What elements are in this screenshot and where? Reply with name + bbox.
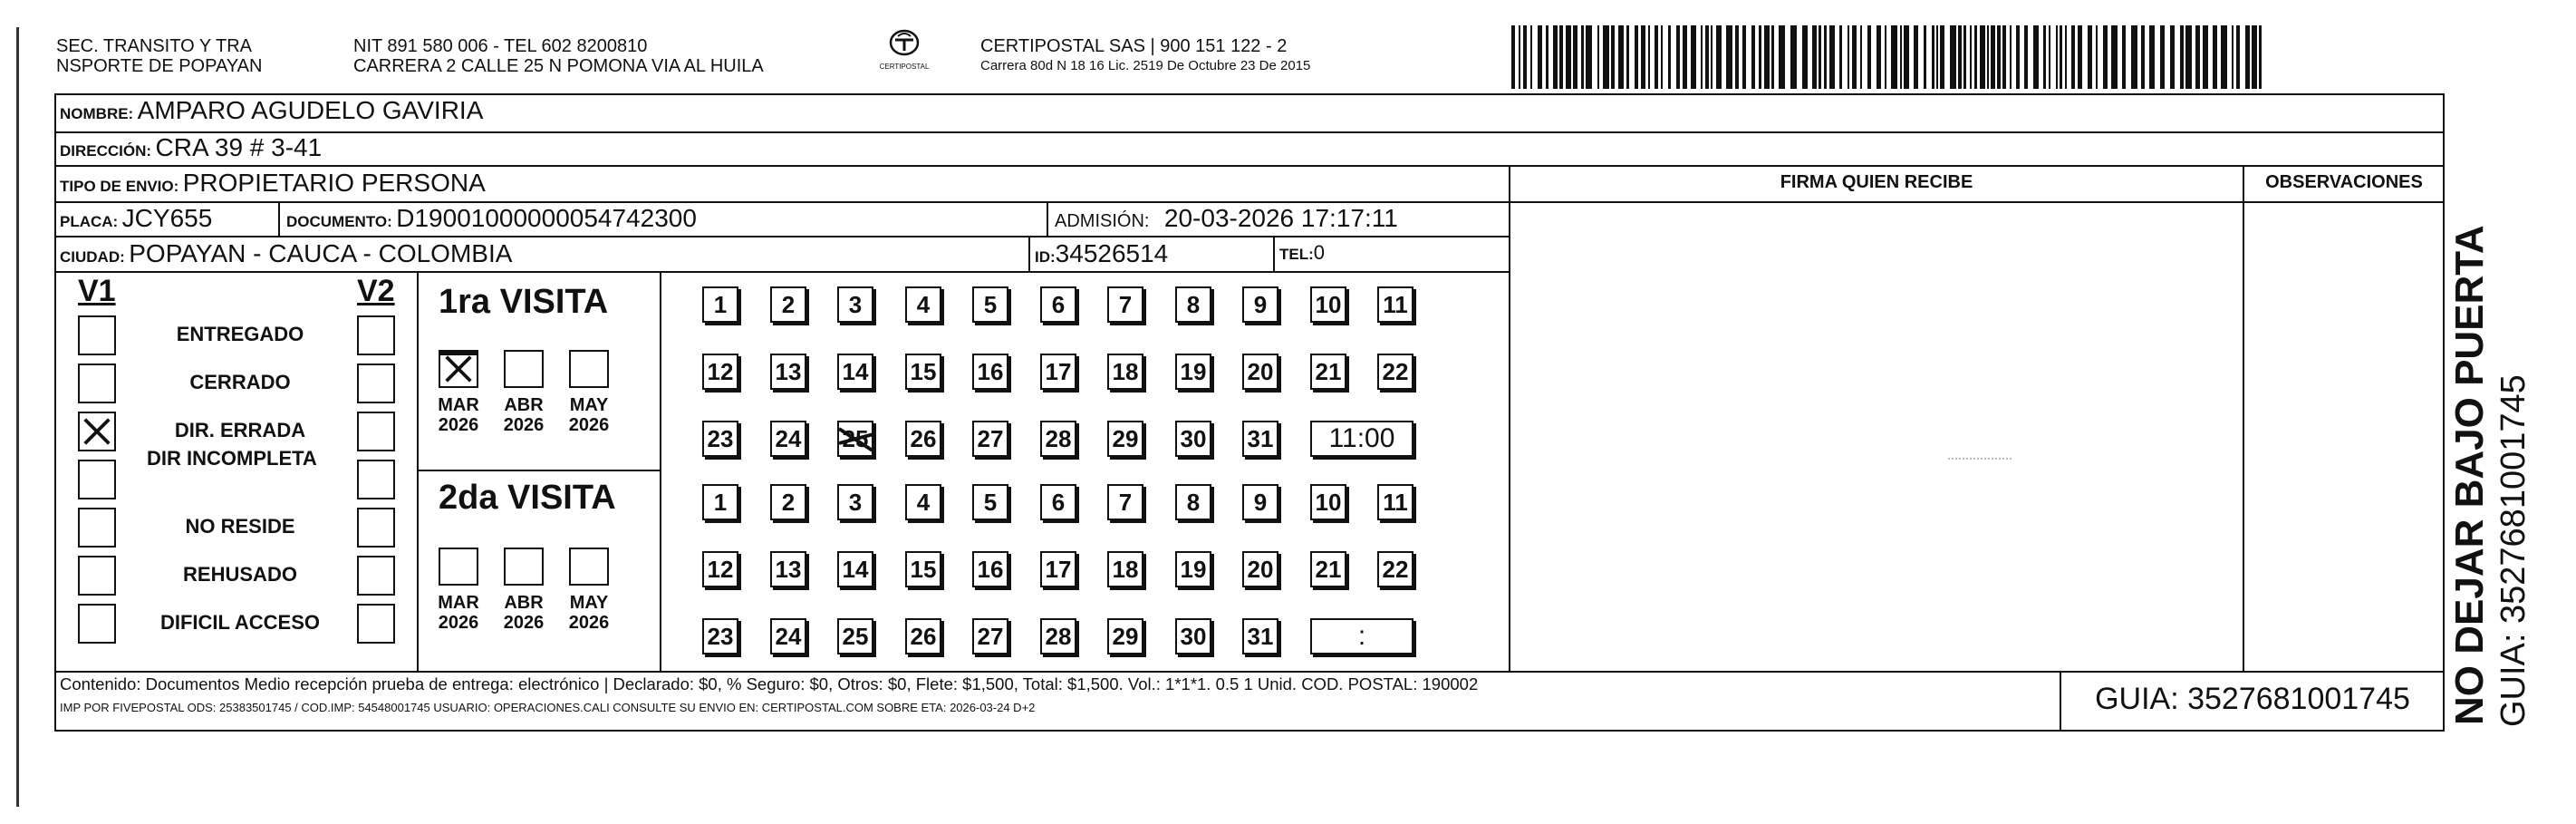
carrier-line-1: CERTIPOSTAL SAS | 900 151 122 - 2 — [980, 36, 1288, 56]
visit2-day-box[interactable]: 6 — [1040, 484, 1076, 520]
visit2-day-box[interactable]: 22 — [1377, 551, 1413, 587]
visit-divider — [417, 470, 661, 471]
visit1-day-box[interactable]: 10 — [1310, 286, 1346, 323]
col-firma-left — [1509, 165, 1510, 671]
rule-5 — [54, 271, 1509, 273]
documento-row — [286, 204, 697, 233]
visit2-day-box[interactable]: 4 — [905, 484, 941, 520]
v1-checkbox[interactable] — [78, 460, 116, 499]
sender-line-1: SEC. TRANSITO Y TRA — [56, 36, 252, 56]
visit1-day-box[interactable]: 20 — [1242, 354, 1278, 390]
visit1-month-checkbox[interactable] — [504, 350, 544, 388]
firma-header: FIRMA QUIEN RECIBE — [1780, 172, 1973, 192]
visit2-day-box[interactable]: 15 — [905, 551, 941, 587]
nombre-value: AMPARO AGUDELO GAVIRIA — [137, 96, 484, 124]
visit1-day-box[interactable]: 21 — [1310, 354, 1346, 390]
rule-4 — [54, 236, 1509, 238]
visit1-day-box[interactable]: 28 — [1040, 421, 1076, 457]
visit2-day-box[interactable]: 25 — [837, 618, 873, 654]
logo-icon — [886, 27, 922, 58]
visit1-day-box[interactable]: 1 — [702, 286, 738, 323]
carrier-block — [980, 36, 1310, 76]
col-tel-left — [1273, 236, 1275, 271]
visit2-day-box[interactable]: 1 — [702, 484, 738, 520]
visit1-day-box[interactable]: 12 — [702, 354, 738, 390]
admision-row — [1055, 204, 1398, 233]
direccion-row — [60, 133, 322, 162]
documento-value: D19001000000054742300 — [396, 204, 697, 232]
visit1-day-box[interactable]: 3 — [837, 286, 873, 323]
admision-value: 20-03-2026 17:17:11 — [1163, 204, 1398, 232]
tel-value: 0 — [1313, 241, 1326, 264]
sender-block — [56, 36, 262, 76]
visit2-day-box[interactable]: 7 — [1107, 484, 1143, 520]
carrier-line-2: Carrera 80d N 18 16 Lic. 2519 De Octubre 23 De 2015 — [980, 58, 1311, 73]
visit2-day-box[interactable]: 3 — [837, 484, 873, 520]
visit2-day-box[interactable]: 30 — [1175, 618, 1211, 654]
firma-smudge — [1948, 458, 2012, 461]
v2-label: V2 — [357, 274, 395, 308]
col-documento-left — [278, 201, 280, 236]
visit1-day-box[interactable]: 9 — [1242, 286, 1278, 323]
margin-line — [16, 27, 19, 807]
visit2-day-box[interactable]: 29 — [1107, 618, 1143, 654]
status-label: REHUSADO — [183, 563, 297, 586]
v2-checkbox[interactable] — [357, 364, 395, 403]
tipo-envio-label: TIPO DE ENVIO: — [60, 178, 179, 195]
visit1-month-label: MAY 2026 — [568, 395, 610, 435]
v1-checkbox[interactable] — [78, 556, 116, 596]
visit1-day-box[interactable]: 17 — [1040, 354, 1076, 390]
visit2-day-box[interactable]: 26 — [905, 618, 941, 654]
v2-checkbox[interactable] — [357, 412, 395, 451]
visit2-month-checkbox[interactable] — [439, 548, 478, 586]
visit2-day-box[interactable]: 21 — [1310, 551, 1346, 587]
id-label: ID: — [1035, 248, 1056, 266]
placa-row — [60, 204, 212, 233]
rule-2 — [54, 165, 2445, 167]
visit2-day-box[interactable]: 2 — [770, 484, 806, 520]
visit1-day-box[interactable]: 15 — [905, 354, 941, 390]
status-label: DIFICIL ACCESO — [159, 611, 320, 634]
visit2-day-box[interactable]: 24 — [770, 618, 806, 654]
visit2-day-box[interactable]: 19 — [1175, 551, 1211, 587]
tipo-envio-row — [60, 169, 486, 198]
barcode-icon — [1511, 25, 2263, 89]
nombre-row — [60, 96, 483, 125]
visit2-title: 2da VISITA — [439, 479, 616, 517]
visit1-day-box[interactable]: 25 — [837, 421, 873, 457]
status-label: CERRADO — [189, 371, 291, 393]
status-label: DIR INCOMPLETA — [147, 447, 317, 470]
visit2-day-box[interactable]: 14 — [837, 551, 873, 587]
sender-address-block — [353, 36, 764, 76]
visit2-day-box[interactable]: 27 — [972, 618, 1008, 654]
visit2-day-box[interactable]: 11 — [1377, 484, 1413, 520]
certipostal-logo — [868, 27, 941, 82]
rule-1 — [54, 131, 2445, 133]
visit1-day-box[interactable]: 29 — [1107, 421, 1143, 457]
visit1-day-box[interactable]: 22 — [1377, 354, 1413, 390]
status-label: ENTREGADO — [176, 323, 304, 345]
visit1-day-box[interactable]: 27 — [972, 421, 1008, 457]
visit2-day-box[interactable]: 9 — [1242, 484, 1278, 520]
v2-checkbox[interactable] — [357, 556, 395, 596]
direccion-label: DIRECCIÓN: — [60, 142, 152, 160]
v1-checkbox[interactable] — [78, 315, 116, 355]
visit1-month-label: ABR 2026 — [503, 395, 545, 435]
status-label: DIR. ERRADA — [174, 419, 306, 441]
visit1-day-box[interactable]: 13 — [770, 354, 806, 390]
visit2-day-box[interactable]: 12 — [702, 551, 738, 587]
rule-6 — [54, 671, 2445, 673]
visit2-day-box[interactable]: 18 — [1107, 551, 1143, 587]
col-admision-left — [1047, 201, 1048, 236]
sender-line-2: NSPORTE DE POPAYAN — [56, 56, 263, 76]
visit2-day-box[interactable]: 8 — [1175, 484, 1211, 520]
ciudad-value: POPAYAN - CAUCA - COLOMBIA — [129, 239, 513, 267]
visit2-time-box[interactable]: : — [1310, 618, 1413, 654]
tel-row — [1279, 241, 1325, 265]
visit1-day-box[interactable]: 6 — [1040, 286, 1076, 323]
v2-checkbox[interactable] — [357, 315, 395, 355]
visit1-month-label: MAR 2026 — [438, 395, 479, 435]
observaciones-header: OBSERVACIONES — [2265, 172, 2423, 192]
id-value: 34526514 — [1055, 239, 1169, 267]
v1-label: V1 — [78, 274, 116, 308]
direccion-value: CRA 39 # 3-41 — [155, 133, 323, 161]
visit1-day-box[interactable]: 14 — [837, 354, 873, 390]
visit1-day-box[interactable]: 2 — [770, 286, 806, 323]
visit1-day-box[interactable]: 26 — [905, 421, 941, 457]
visit1-day-box[interactable]: 23 — [702, 421, 738, 457]
placa-label: PLACA: — [60, 213, 119, 230]
admision-label: ADMISIÓN: — [1055, 211, 1150, 231]
visit1-time-box[interactable]: 11:00 — [1310, 421, 1413, 457]
visit1-day-box[interactable]: 5 — [972, 286, 1008, 323]
v1-checkbox[interactable] — [78, 364, 116, 403]
logo-text: CERTIPOSTAL — [879, 63, 930, 71]
visit1-month-checkbox[interactable] — [439, 350, 478, 388]
v1-checkbox[interactable] — [78, 604, 116, 644]
placa-value: JCY655 — [121, 204, 213, 232]
status-label: NO RESIDE — [185, 515, 295, 538]
ciudad-label: CIUDAD: — [60, 248, 125, 266]
visit2-month-label: ABR 2026 — [503, 593, 545, 633]
documento-label: DOCUMENTO: — [286, 213, 392, 230]
visit2-day-box[interactable]: 17 — [1040, 551, 1076, 587]
visit1-day-box[interactable]: 11 — [1377, 286, 1413, 323]
imp-line: IMP POR FIVEPOSTAL ODS: 25383501745 / COD.IMP: 54548001745 USUARIO: OPERACIONES.CALI CONSULTE SU ENVIO EN: CERTIPOSTAL.COM SOBRE ETA: 2026-03-24 D+2 — [60, 701, 1036, 714]
nombre-label: NOMBRE: — [60, 105, 134, 122]
visit1-day-box[interactable]: 7 — [1107, 286, 1143, 323]
visit1-day-box[interactable]: 24 — [770, 421, 806, 457]
tipo-envio-value: PROPIETARIO PERSONA — [182, 169, 486, 197]
guia-footer: GUIA: 3527681001745 — [2095, 682, 2410, 716]
visit1-day-box[interactable]: 8 — [1175, 286, 1211, 323]
visit2-month-checkbox[interactable] — [569, 548, 609, 586]
visit2-month-label: MAR 2026 — [438, 593, 479, 633]
visit1-day-box[interactable]: 18 — [1107, 354, 1143, 390]
visit1-day-box[interactable]: 30 — [1175, 421, 1211, 457]
v2-checkbox[interactable] — [357, 508, 395, 548]
nit-line: NIT 891 580 006 - TEL 602 8200810 — [353, 36, 648, 56]
visit2-day-box[interactable]: 23 — [702, 618, 738, 654]
visit1-day-box[interactable]: 16 — [972, 354, 1008, 390]
visit2-day-box[interactable]: 10 — [1310, 484, 1346, 520]
rule-3 — [54, 201, 2445, 203]
visit1-month-checkbox[interactable] — [569, 350, 609, 388]
address-line: CARRERA 2 CALLE 25 N POMONA VIA AL HUILA — [353, 56, 764, 76]
id-row — [1035, 239, 1168, 268]
side-guia: GUIA: 3527681001745 — [2494, 374, 2533, 727]
visit2-day-box[interactable]: 13 — [770, 551, 806, 587]
v1-checkbox[interactable] — [78, 508, 116, 548]
visit1-title: 1ra VISITA — [439, 283, 609, 321]
visit2-day-box[interactable]: 5 — [972, 484, 1008, 520]
tel-label: TEL: — [1279, 246, 1314, 263]
visit2-day-box[interactable]: 20 — [1242, 551, 1278, 587]
visit2-month-checkbox[interactable] — [504, 548, 544, 586]
visit1-day-box[interactable]: 31 — [1242, 421, 1278, 457]
visit1-day-box[interactable]: 19 — [1175, 354, 1211, 390]
visit1-day-box[interactable]: 4 — [905, 286, 941, 323]
v2-checkbox[interactable] — [357, 604, 395, 644]
v1-checkbox[interactable] — [78, 412, 116, 451]
col-id-left — [1028, 236, 1030, 271]
col-obs-left — [2243, 165, 2244, 671]
visit2-day-box[interactable]: 16 — [972, 551, 1008, 587]
contenido-line: Contenido: Documentos Medio recepción prueba de entrega: electrónico | Declarado: $0, % Seguro: $0, Otros: $0, Flete: $1,500, Total: $1,500. Vol.: 1*1*1. 0.5 1 Unid. COD. POSTAL: 190002 — [60, 674, 1479, 693]
visit2-day-box[interactable]: 28 — [1040, 618, 1076, 654]
guia-box-left — [2060, 671, 2061, 732]
ciudad-row — [60, 239, 512, 268]
visit2-month-label: MAY 2026 — [568, 593, 610, 633]
side-text — [2446, 96, 2573, 731]
visit2-day-box[interactable]: 31 — [1242, 618, 1278, 654]
no-dejar-bajo-puerta: NO DEJAR BAJO PUERTA — [2447, 225, 2492, 725]
